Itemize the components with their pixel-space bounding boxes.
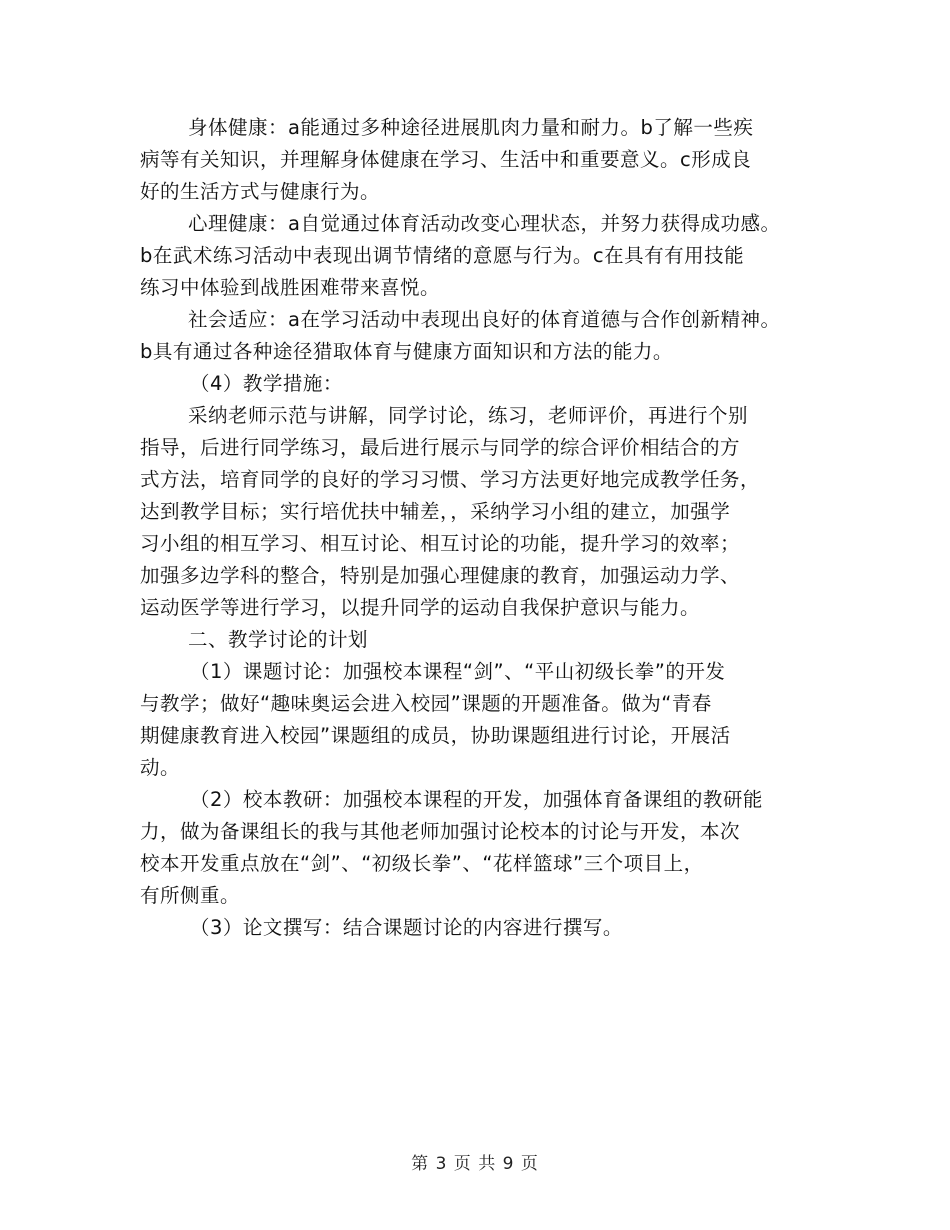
paragraph-mental-health-line-1: 心理健康：a自觉通过体育活动改变心理状态，并努力获得成功感。 bbox=[188, 212, 781, 235]
paragraph-teaching-measures-line-2: 指导，后进行同学练习，最后进行展示与同学的综合评价相结合的方 bbox=[140, 436, 741, 459]
document-body bbox=[140, 112, 820, 944]
paragraph-teaching-measures-line-1: 采纳老师示范与讲解，同学讨论，练习，老师评价，再进行个别 bbox=[188, 404, 749, 427]
paragraph-physical-health-line-1: 身体健康：a能通过多种途径进展肌肉力量和耐力。b了解一些疾 bbox=[188, 116, 754, 139]
paragraph-teaching-measures-line-6: 加强多边学科的整合，特别是加强心理健康的教育，加强运动力学、 bbox=[140, 564, 741, 587]
paragraph-mental-health-line-2: b在武术练习活动中表现出调节情绪的意愿与行为。c在具有有用技能 bbox=[140, 244, 745, 267]
paragraph-physical-health-line-3: 好的生活方式与健康行为。 bbox=[140, 180, 381, 203]
paragraph-physical-health-line-2: 病等有关知识，并理解身体健康在学习、生活中和重要意义。c形成良 bbox=[140, 148, 752, 171]
paragraph-topic-research-line-4: 动。 bbox=[140, 756, 181, 779]
paragraph-topic-research-line-3: 期健康教育进入校园”课题组的成员，协助课题组进行讨论，开展活 bbox=[140, 724, 731, 747]
paragraph-mental-health-line-3: 练习中体验到战胜困难带来喜悦。 bbox=[140, 276, 441, 299]
section-teaching-measures-heading: （4）教学措施： bbox=[190, 372, 343, 395]
paragraph-teaching-measures-line-5: 习小组的相互学习、相互讨论、相互讨论的功能，提升学习的效率； bbox=[140, 532, 741, 555]
paragraph-paper-writing-line-1: （3）论文撰写：结合课题讨论的内容进行撰写。 bbox=[190, 916, 623, 939]
paragraph-school-research-line-4: 有所侧重。 bbox=[140, 884, 241, 907]
section-research-plan-heading: 二、教学讨论的计划 bbox=[188, 628, 369, 651]
paragraph-topic-research-line-2: 与教学；做好“趣味奥运会进入校园”课题的开题准备。做为“青春 bbox=[140, 692, 712, 715]
paragraph-school-research-line-2: 力，做为备课组长的我与其他老师加强讨论校本的讨论与开发，本次 bbox=[140, 820, 741, 843]
paragraph-teaching-measures-line-7: 运动医学等进行学习，以提升同学的运动自我保护意识与能力。 bbox=[140, 596, 701, 619]
page-number-footer: 第 3 页 共 9 页 bbox=[411, 1154, 539, 1174]
paragraph-teaching-measures-line-4: 达到教学目标；实行培优扶中辅差，，采纳学习小组的建立，加强学 bbox=[140, 500, 731, 523]
paragraph-school-research-line-3: 校本开发重点放在“剑”、“初级长拳”、“花样篮球”三个项目上， bbox=[140, 852, 704, 875]
paragraph-teaching-measures-line-3: 式方法，培育同学的良好的学习习惯、学习方法更好地完成教学任务， bbox=[140, 468, 761, 491]
paragraph-social-adaptation-line-1: 社会适应：a在学习活动中表现出良好的体育道德与合作创新精神。 bbox=[188, 308, 781, 331]
paragraph-school-research-line-1: （2）校本教研：加强校本课程的开发，加强体育备课组的教研能 bbox=[190, 788, 763, 811]
paragraph-topic-research-line-1: （1）课题讨论：加强校本课程“剑”、“平山初级长拳”的开发 bbox=[190, 660, 726, 683]
paragraph-social-adaptation-line-2: b具有通过各种途径猎取体育与健康方面知识和方法的能力。 bbox=[140, 340, 673, 363]
